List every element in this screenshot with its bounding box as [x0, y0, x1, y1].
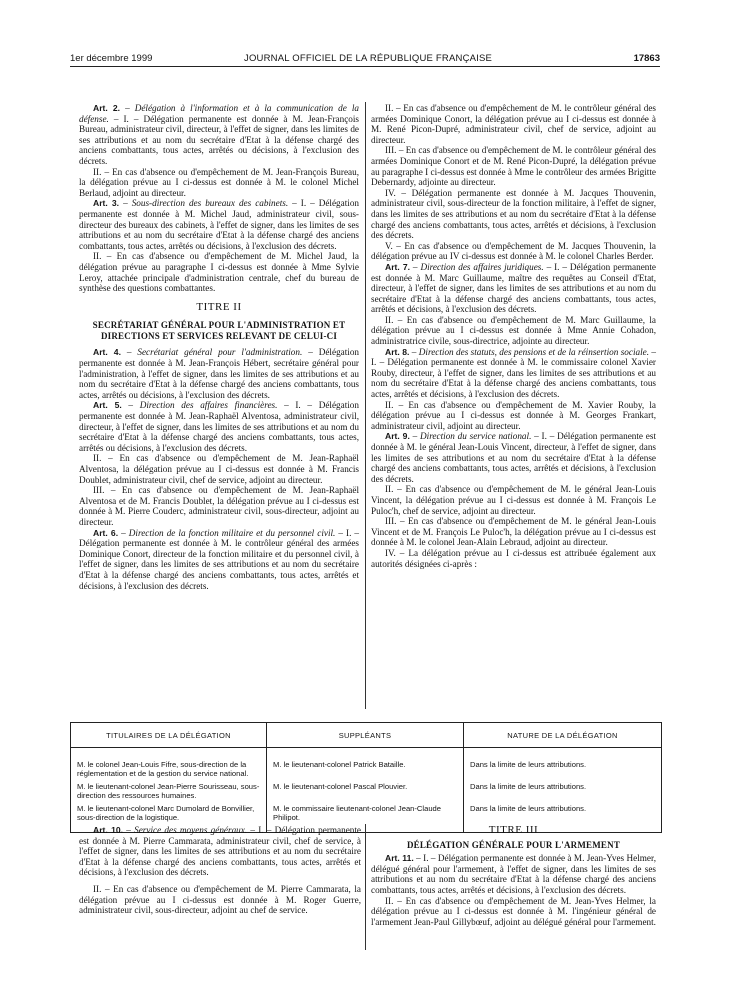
table-header: NATURE DE LA DÉLÉGATION: [464, 723, 662, 748]
paragraph: II. – En cas d'absence ou d'empêchement de M. Xavier Rouby, la délégation prévue au I ci-dessus est donnée à M. Georges Frankart, administrateur civil, adjoint au directeur.: [371, 399, 656, 431]
titre-subheading: SECRÉTARIAT GÉNÉRAL POUR L'ADMINISTRATION ET DIRECTIONS ET SERVICES RELEVANT DE CELUI-CI: [92, 320, 346, 341]
article-4: Art. 4. – Secrétariat général pour l'administration. – Délégation permanente est donnée à M. Jean-François Hébert, secrétaire général pour l'administration, à l'effet de signer, dans les limites de ses attributions et au nom du secrétaire d'Etat à la défense chargé des anciens combattants, tous actes, arrêtés ou décisions, à l'exclusion des décrets.: [79, 347, 360, 400]
page-number: 17863: [633, 53, 660, 64]
paragraph: II. – En cas d'absence ou d'empêchement de M. Pierre Cammarata, la délégation prévue au I ci-dessus est donnée à M. Roger Guerre, administrateur civil, sous-directeur, adjoint au chef de service.: [79, 883, 361, 916]
page-header: [70, 50, 660, 66]
table-row: [71, 748, 662, 781]
table-cell: M. le lieutenant-colonel Jean-Pierre Sourisseau, sous-direction des ressources humaines.: [71, 780, 267, 802]
table-cell: M. le commissaire lieutenant-colonel Jean-Claude Philipot.: [267, 802, 464, 833]
article-7: Art. 7. – Direction des affaires juridiques. – I. – Délégation permanente est donnée à M. Marc Guillaume, maître des requêtes au Conseil d'Etat, directeur, à l'effet de signer, dans les limites de ses attributions et au nom du secrétaire d'Etat à la défense chargé des anciens combattants, tous actes, arrêtés et décisions, à l'exclusion des décrets.: [371, 261, 657, 315]
paragraph: IV. – La délégation prévue au I ci-dessus est attribuée également aux autorités désignées ci-après :: [371, 547, 656, 569]
journal-title: JOURNAL OFFICIEL DE LA RÉPUBLIQUE FRANÇAISE: [244, 53, 493, 64]
delegation-table: [70, 722, 662, 833]
paragraph: II. – En cas d'absence ou d'empêchement de M. Michel Jaud, la délégation prévue au paragraphe I ci-dessus est donnée à Mme Sylvie Leroy, attachée principale d'administration centrale, chef du bureau de synthèse des questions combattantes.: [79, 251, 359, 294]
paragraph: V. – En cas d'absence ou d'empêchement de M. Jacques Thouvenin, la délégation prévue au IV ci-dessus est donnée à M. le colonel Charles Berder.: [371, 240, 656, 262]
article-11: Art. 11. – I. – Délégation permanente est donnée à M. Jean-Yves Helmer, délégué général pour l'armement, à l'effet de signer, dans les limites de ses attributions et au nom du secrétaire d'Etat à la défense chargé des anciens combattants, tous actes, arrêtés et décisions, à l'exclusion des décrets.: [371, 853, 656, 895]
table-cell: Dans la limite de leurs attributions.: [464, 802, 662, 833]
table-row: [71, 780, 662, 802]
table-cell: Dans la limite de leurs attributions.: [464, 748, 662, 781]
bottom-left-column: [79, 825, 361, 916]
titre-subheading: DÉLÉGATION GÉNÉRALE POUR L'ARMEMENT: [406, 839, 621, 850]
article-8: Art. 8. – Direction des statuts, des pensions et de la réinsertion sociale. – I. – Délégation permanente est donnée à M. le commissaire colonel Xavier Rouby, directeur, à l'effet de signer, dans les limites de ses attributions et au nom du secrétaire d'Etat à la défense chargé des anciens combattants, tous actes, arrêtés et décisions, à l'exclusion des décrets.: [371, 346, 657, 400]
bottom-right-column: [371, 825, 656, 927]
paragraph: III. – En cas d'absence ou d'empêchement de M. le contrôleur général des armées Dominique Conort et de M. René Picon-Dupré, la délégation prévue au paragraphe I ci-dessus est donnée à Mme le contrôleur des armées Brigitte Debernardy, adjointe au directeur.: [371, 145, 656, 188]
header-date: 1er décembre 1999: [70, 53, 153, 64]
header-rule: [70, 66, 660, 67]
titre-heading: TITRE II: [196, 300, 242, 313]
paragraph: II. – En cas d'absence ou d'empêchement de M. le contrôleur général des armées Dominique Conort, la délégation prévue au I ci-dessus est donnée à M. René Picon-Dupré, administrateur civil, chef de service, adjoint au directeur.: [371, 103, 656, 145]
article-9: Art. 9. – Direction du service national. – I. – Délégation permanente est donnée à M. le général Jean-Louis Vincent, directeur, à l'effet de signer, dans les limites de ses attributions et au nom du secrétaire d'Etat à la défense chargé des anciens combattants, tous actes, arrêtés et décisions, à l'exclusion des décrets.: [371, 431, 657, 484]
paragraph: III. – En cas d'absence ou d'empêchement de M. Jean-Raphaël Alventosa et de M. Francis Doublet, la délégation prévue au I ci-dessus est donnée à M. Pierre Couderc, administrateur civil, sous-directeur, adjoint au directeur.: [79, 485, 359, 527]
paragraph: II. – En cas d'absence ou d'empêchement de M. le général Jean-Louis Vincent, la délégation prévue au I ci-dessus est donnée à M. François Le Puloc'h, chef de service, adjoint au directeur.: [371, 484, 656, 516]
paragraph: III. – En cas d'absence ou d'empêchement de M. le général Jean-Louis Vincent et de M. François Le Puloc'h, la délégation prévue au I ci-dessus est donnée à M. le colonel Jean-Alain Lebraud, adjoint au directeur.: [371, 516, 656, 548]
table-cell: M. le lieutenant-colonel Pascal Plouvier.: [267, 780, 464, 802]
article-2: Art. 2. – Délégation à l'information et à la communication de la défense. – I. – Délégation permanente est donnée à M. Jean-François Bureau, administrateur civil, directeur, à l'effet de signer, dans les limites de ses attributions et au nom du secrétaire d'Etat à la défense chargé des anciens combattants, tous actes, arrêtés ou décisions, à l'exclusion des décrets.: [79, 103, 359, 166]
column-divider-bottom: [365, 824, 366, 950]
paragraph: IV. – Délégation permanente est donnée à M. Jacques Thouvenin, administrateur civil, sous-directeur de la fonction militaire, à l'effet de signer, dans les limites de ses attributions et au nom du secrétaire d'Etat à la défense chargé des anciens combattants, tous actes, arrêtés et décisions, à l'exclusion des décrets.: [371, 187, 656, 241]
paragraph: II. – En cas d'absence ou d'empêchement de M. Jean-François Bureau, la délégation prévue au I ci-dessus est donnée à M. le colonel Michel Berlaud, adjoint au directeur.: [79, 166, 359, 198]
left-column: [79, 103, 359, 591]
titre-heading: TITRE III: [488, 824, 539, 836]
table-cell: M. le colonel Jean-Louis Fifre, sous-direction de la réglementation et de la gestion du service national.: [71, 748, 267, 781]
right-column: [371, 103, 656, 569]
article-3: Art. 3. – Sous-direction des bureaux des cabinets. – I. – Délégation permanente est donnée à M. Michel Jaud, administrateur civil, sous-directeur des bureaux des cabinets, à l'effet de signer, dans les limites de ses attributions et au nom du secrétaire d'Etat à la défense chargé des anciens combattants, tous actes, arrêtés ou décisions, à l'exclusion des décrets.: [79, 198, 360, 251]
table-cell: M. le lieutenant-colonel Marc Dumolard de Bonvillier, sous-direction de la logistique.: [71, 802, 267, 833]
paragraph: II. – En cas d'absence ou d'empêchement de M. Jean-Raphaël Alventosa, la délégation prévue au I ci-dessus est donnée à M. Francis Doublet, administrateur civil, chef de service, adjoint au directeur.: [79, 453, 359, 485]
table-header: TITULAIRES DE LA DÉLÉGATION: [71, 723, 267, 748]
article-10: Art. 10. – Service des moyens généraux. – I. – Délégation permanente est donnée à M. Pierre Cammarata, administrateur civil, chef de service, à l'effet de signer, dans les limites de ses attributions et au nom du secrétaire d'Etat à la défense chargé des anciens combattants, tous actes, arrêtés et décisions, à l'exclusion des décrets.: [79, 825, 362, 878]
paragraph: II. – En cas d'absence ou d'empêchement de M. Marc Guillaume, la délégation prévue au I ci-dessus est donnée à Mme Annie Cohadon, administratrice civile, sous-directrice, adjointe au directeur.: [371, 314, 656, 347]
column-divider-top: [365, 102, 366, 709]
table-cell: M. le lieutenant-colonel Patrick Bataille.: [267, 748, 464, 781]
article-6: Art. 6. – Direction de la fonction militaire et du personnel civil. – I. – Délégation permanente est donnée à M. le contrôleur général des armées Dominique Conort, directeur de la fonction militaire et du personnel civil, à l'effet de signer, dans les limites de ses attributions et au nom du secrétaire d'Etat à la défense chargé des anciens combattants, tous actes, arrêtés et décisions, à l'exclusion des décrets.: [79, 527, 360, 591]
paragraph: II. – En cas d'absence ou d'empêchement de M. Jean-Yves Helmer, la délégation prévue au I ci-dessus est donnée à M. l'ingénieur général de l'armement Jean-Paul Gillybœuf, adjoint au délégué général pour l'armement.: [371, 895, 656, 927]
table-cell: Dans la limite de leurs attributions.: [464, 780, 662, 802]
table-header: SUPPLÉANTS: [267, 723, 464, 748]
article-5: Art. 5. – Direction des affaires financières. – I. – Délégation permanente est donnée à M. Jean-Raphaël Alventosa, administrateur civil, directeur, à l'effet de signer, dans les limites de ses attributions et au nom du secrétaire d'Etat à la défense chargé des anciens combattants, tous actes, arrêtés ou décisions, à l'exclusion des décrets.: [79, 400, 359, 453]
